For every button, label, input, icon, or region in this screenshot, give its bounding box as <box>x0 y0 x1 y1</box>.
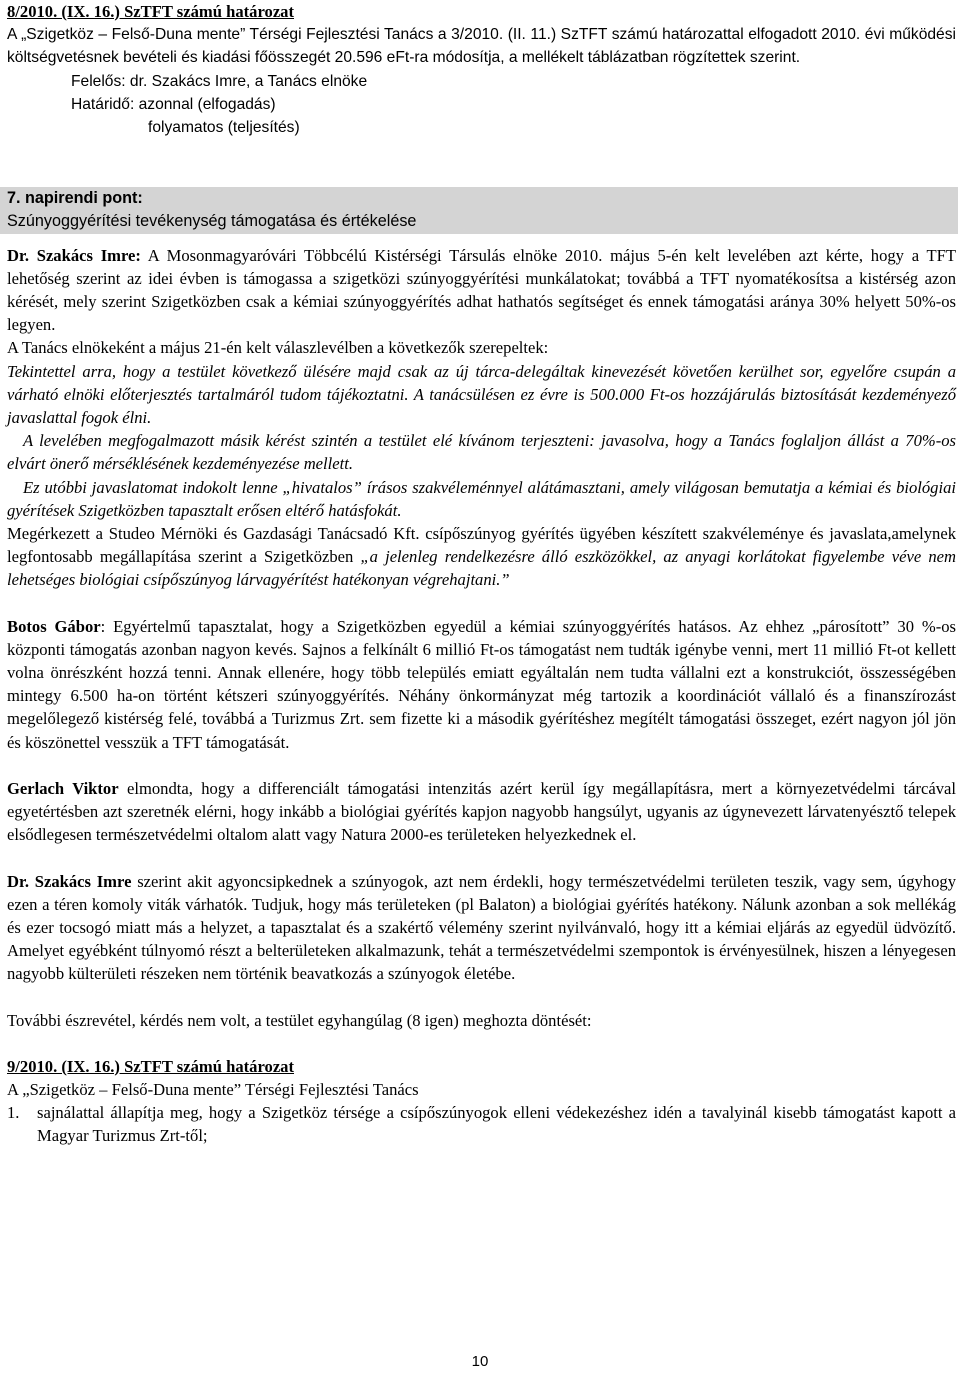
paragraph-szakacs-intro <box>7 244 956 337</box>
paragraph-text: elmondta, hogy a differenciált támogatási intenzitás azért kerül így megállapításra, mert a környezetvédelmi tárcával egyetértésben azt szeretnék elérni, hogy inkább a biológiai gyérítés kapjon nagyobb hangsúlyt, ugyanis az úgynevezett lárvatenyésztő telepek elsődlegesen természetvédelmi oltalom alatt vagy Natura 2000-es területeken helyezkednek el. <box>7 778 956 845</box>
paragraph-text: : Egyértelmű tapasztalat, hogy a Szigetközben egyedül a kémiai szúnyoggyérítés hatásos. Az ehhez „párosított” 30 %-os központi támogatás azonban nagyon kevés. Sajnos a felkínált 6 millió Ft-os támogatást nem tudták igénybe venni, mert 11 millió Ft-ot kellett volna önrészként hozzá tenni. Annak ellenére, hogy több település emiatt egyáltalán nem tudta vállalni ezt a konstrukciót, összességében mintegy 6.500 ha-on történt kétszeri szúnyoggyérítés. Néhány önkormányzat még tartozik a koordinációt vállaló és a finanszírozást megelőlegező kistérség felé, továbbá a Turizmus Zrt. sem fizette ki a második gyérítéshez megítélt támogatási összeget, ezért nagyon jól jön és köszönettel vesszük a TFT támogatását. <box>7 616 956 752</box>
page-number: 10 <box>471 1353 489 1370</box>
paragraph-text: A Mosonmagyaróvári Többcélú Kistérségi Társulás elnöke 2010. május 5-én kelt levelében azt kérte, hogy a TFT lehetőség szerint az idei évben is támogassa a szigetközi szúnyoggyérítési munkálatokat; továbbá a TFT nyomatékosítsa a kistérség azon kérését, mely szerint Szigetközben csak a kémiai szúnyoggyérítés adhat hathatós segítséget és ennek támogatási aránya 30% helyett 50%-os legyen. <box>7 245 957 335</box>
resolution-9-title: 9/2010. (IX. 16.) SzTFT számú határozat <box>7 1056 295 1076</box>
resolution-9-body: A „Szigetköz – Felső-Duna mente” Térségi Fejlesztési Tanács <box>7 1079 419 1099</box>
speaker-name: Botos Gábor <box>7 616 101 636</box>
paragraph-decision-intro: További észrevétel, kérdés nem volt, a testület egyhangúlag (8 igen) meghozta döntését: <box>7 1010 592 1030</box>
studeo-quote: „a jelenleg rendelkezésre álló eszközökkel, az anyagi korlátokat figyelembe véve nem lehetséges biológiai csípőszúnyog lárvagyérítést hatékonyan végrehajtani.” <box>7 547 956 590</box>
resolution-8-deadline: Határidő: azonnal (elfogadás) <box>71 95 276 113</box>
studeo-paragraph <box>7 522 956 592</box>
quote-2: A levelében megfogalmazott másik kérést szintén a testület elé kívánom terjeszteni: javasolva, hogy a Tanács foglaljon állást a 70%-os elvárt önerő mérséklésének kezdeményezése mellett. <box>7 431 956 474</box>
item-number: 1. <box>7 1103 20 1123</box>
reply-intro: A Tanács elnökeként a május 21-én kelt válaszlevélben a következők szerepeltek: <box>7 338 549 358</box>
paragraph-szakacs-response <box>7 870 956 986</box>
resolution-8-deadline-continuation: folyamatos (teljesítés) <box>148 119 300 137</box>
resolution-8-responsible: Felelős: dr. Szakács Imre, a Tanács elnöke <box>71 72 368 90</box>
agenda-heading: 7. napirendi pont: <box>7 189 143 208</box>
item-text: sajnálattal állapítja meg, hogy a Szigetköz térsége a csípőszúnyogok elleni védekezéshez idén a tavalyinál kisebb támogatást kapott a Magyar Turizmus Zrt-től; <box>37 1103 956 1146</box>
resolution-9-item <box>7 1101 956 1147</box>
speaker-name: Gerlach Viktor <box>7 778 119 798</box>
quote-1: Tekintettel arra, hogy a testület következő ülésére majd csak az új tárca-delegáltak kinevezését követően kerülhet sor, egyelőre csupán a várható elnöki előterjesztés tartalmáról tudom tájékoztatni. A tanácsülésen ez évre is 500.000 Ft-os hozzájárulás biztosítását kezdeményező javaslattal fogok élni. <box>7 361 956 428</box>
quote-3: Ez utóbbi javaslatomat indokolt lenne „hivatalos” írásos szakvéleménnyel alátámasztani, amely világosan bemutatja a kémiai és biológiai gyérítések Szigetközben tapasztalt erősen eltérő hatásfokát. <box>7 477 956 520</box>
resolution-8-body: A „Szigetköz – Felső-Duna mente” Térségi Fejlesztési Tanács a 3/2010. (II. 11.) SzTFT számú határozattal elfogadott 2010. évi működési költségvetésnek bevételi és kiadási főösszegét 20.596 eFt-ra módosítja, a mellékelt táblázatban rögzítettek szerint. <box>7 26 956 67</box>
paragraph-text: szerint akit agyoncsipkednek a szúnyogok, azt nem érdekli, hogy természetvédelmi területen teszik, vagy sem, úgyhogy ezen a téren komoly viták várhatók. Tudjuk, hogy más területeken (pl Balaton) a biológiai gyérítés hatékony. Nálunk azonban a sok mellékág és ezer tocsogó miatt más a helyzet, a tapasztalat és a szakértő vélemény szerint nyilvánvaló, hogy itt a kémiai eljárás az egyedül üdvözítő. Amelyet egyébként túlnyomó részt a belterületeken alkalmazunk, tehát a természetvédelmi szempontok is érvényesülnek, hiszen a lényegesen nagyobb külterületi részeken nem történik beavatkozás a szúnyogok életébe. <box>7 871 956 984</box>
paragraph-gerlach <box>7 777 956 847</box>
agenda-heading-box <box>0 187 958 233</box>
document-page <box>7 0 956 1148</box>
speaker-name: Dr. Szakács Imre: <box>7 245 141 265</box>
resolution-8-title: 8/2010. (IX. 16.) SzTFT számú határozat <box>7 2 295 21</box>
speaker-name: Dr. Szakács Imre <box>7 871 132 891</box>
agenda-subject: Szúnyoggyérítési tevékenység támogatása és értékelése <box>7 212 417 231</box>
paragraph-botos <box>7 615 956 754</box>
studeo-text: Megérkezett a Studeo Mérnöki és Gazdasági Tanácsadó Kft. csípőszúnyog gyérítés ügyében készített szakvéleménye és javaslata,amelynek legfontosabb megállapítása szerint a Szigetközben <box>7 524 956 567</box>
